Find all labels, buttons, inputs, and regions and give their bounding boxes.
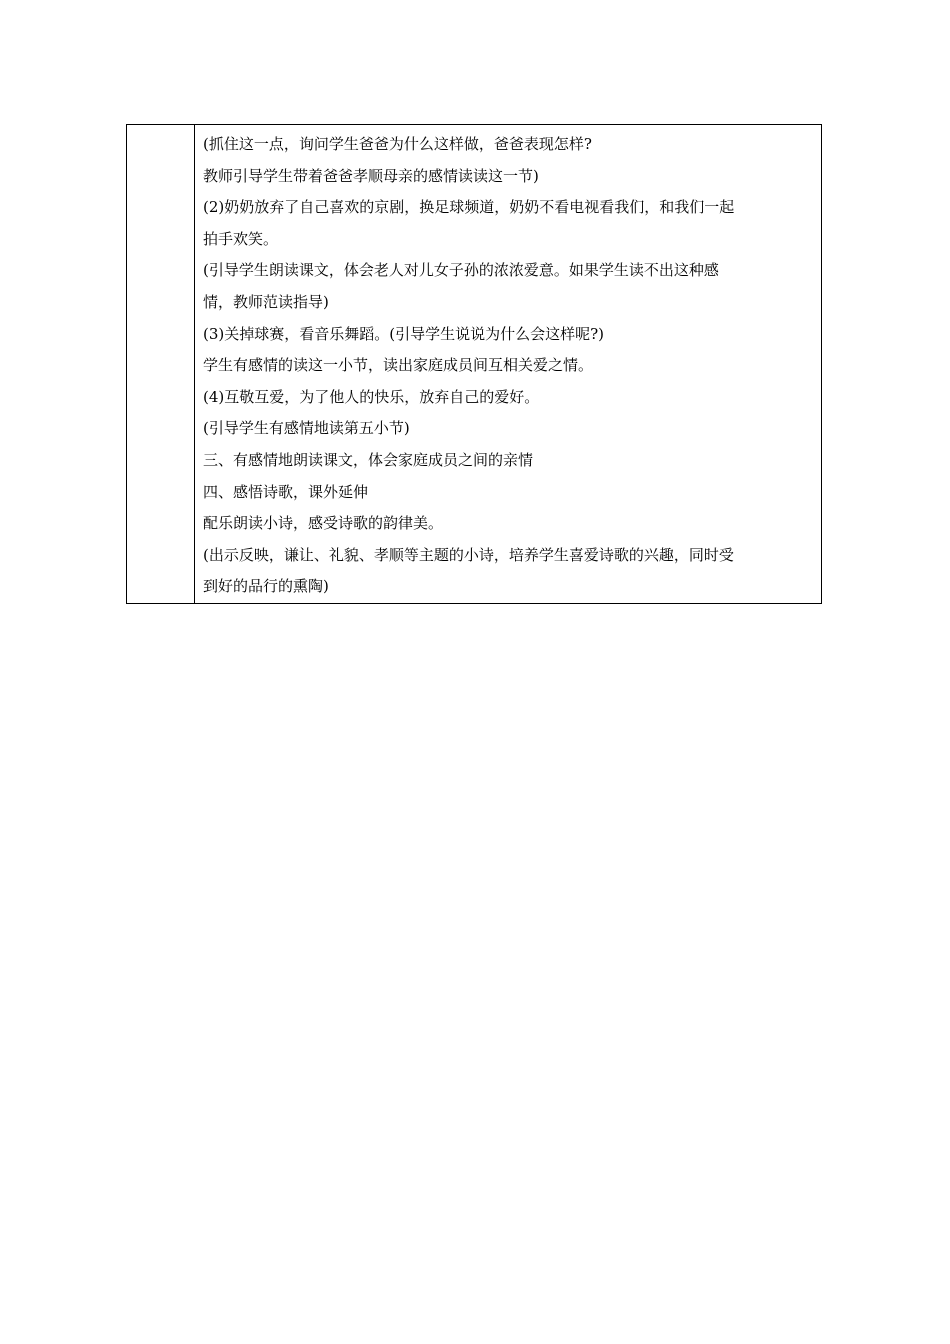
content-line: (3)关掉球赛，看音乐舞蹈。(引导学生说说为什么会这样呢?) (203, 324, 604, 343)
content-line: (抓住这一点，询问学生爸爸为什么这样做，爸爸表现怎样? (203, 135, 592, 153)
table-content-cell (195, 125, 821, 603)
content-line: 配乐朗读小诗，感受诗歌的韵律美。 (203, 514, 444, 533)
section-heading: 三、有感情地朗读课文，体会家庭成员之间的亲情 (203, 450, 534, 469)
content-line: (引导学生朗读课文，体会老人对儿女子孙的浓浓爱意。如果学生读不出这种感 (203, 261, 719, 280)
content-line: 教师引导学生带着爸爸孝顺母亲的感情读读这一节) (203, 166, 539, 185)
content-line: 拍手欢笑。 (203, 229, 279, 248)
content-line: 到好的品行的熏陶) (203, 577, 329, 596)
content-line: (引导学生有感情地读第五小节) (203, 419, 410, 438)
content-line: (出示反映，谦让、礼貌、孝顺等主题的小诗，培养学生喜爱诗歌的兴趣，同时受 (203, 545, 734, 564)
lesson-table (126, 124, 822, 604)
section-heading: 四、感悟诗歌，课外延伸 (203, 482, 369, 501)
content-line: (2)奶奶放弃了自己喜欢的京剧，换足球频道，奶奶不看电视看我们，和我们一起 (203, 198, 735, 217)
content-line: 学生有感情的读这一小节，读出家庭成员间互相关爱之情。 (203, 356, 594, 375)
table-left-cell (127, 125, 195, 603)
content-line: 情，教师范读指导) (203, 292, 329, 311)
content-line: (4)互敬互爱，为了他人的快乐，放弃自己的爱好。 (203, 387, 540, 406)
